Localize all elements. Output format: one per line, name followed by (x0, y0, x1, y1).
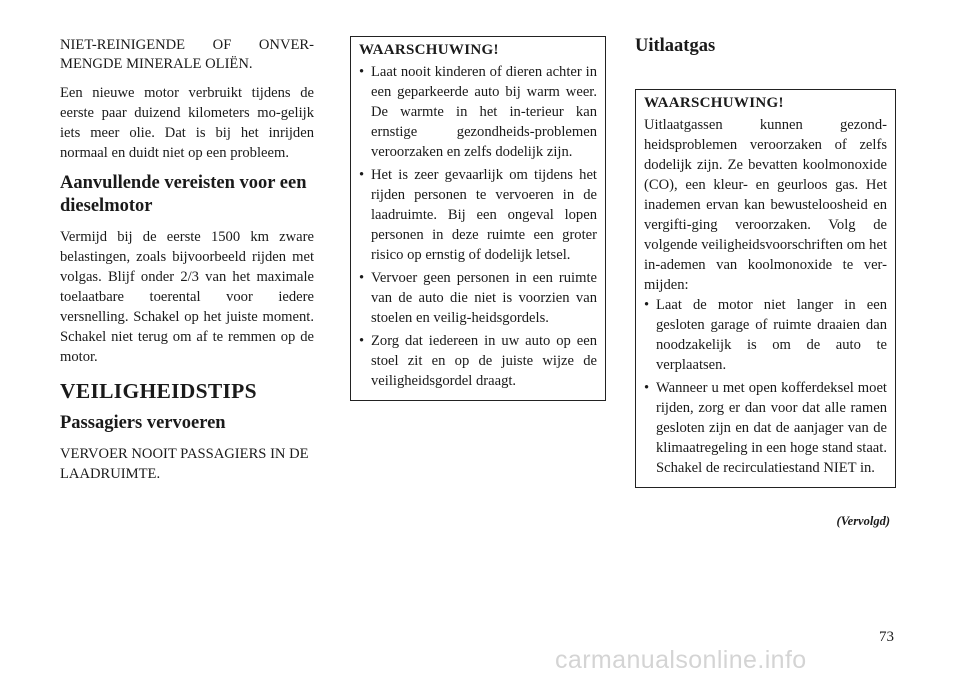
list-item: • Het is zeer gevaarlijk om tijdens het rijden personen te vervoeren in de laadruimte. Bij een ongeval lopen personen in deze ruimte een groter risico op ernstig of dodelijk letsel. (359, 167, 597, 263)
section-title: VEILIGHEIDSTIPS (60, 379, 257, 403)
oil-paragraph: Een nieuwe motor verbruikt tijdens de eerste paar duizend kilometers mo-gelijk iets meer olie. Dat is bij het inrijden normaal en duidt niet op een probleem. (60, 85, 314, 161)
list-item: • Zorg dat iedereen in uw auto op een stoel zit en op de juiste wijze de veiligheidsgordel draagt. (359, 333, 597, 389)
warning-box-passengers (350, 36, 606, 401)
middle-column (350, 36, 606, 401)
warning-list (644, 295, 887, 478)
list-item: • Laat de motor niet langer in een gesloten garage of ruimte draaien dan noodzakelijk is om de auto te verplaatsen. (644, 297, 887, 373)
warning-title: WAARSCHUWING! (644, 95, 784, 111)
warning-title: WAARSCHUWING! (359, 42, 499, 58)
bullet-icon: • (359, 64, 365, 80)
watermark: carmanualsonline.info (555, 646, 807, 674)
passengers-heading: Passagiers vervoeren (60, 413, 226, 433)
intro-text: NIET-REINIGENDE OF ONVER-MENGDE MINERALE OLIËN. (60, 37, 314, 72)
bullet-icon: • (359, 167, 365, 183)
right-column (635, 36, 896, 488)
exhaust-heading: Uitlaatgas (635, 36, 716, 56)
diesel-paragraph: Vermijd bij de eerste 1500 km zware belastingen, zoals bijvoorbeeld rijden met volgas. Blijf onder 2/3 van het maximale toelaatbare toerental voor iedere versnelling. Schakel op het juiste moment. Schakel niet terug om af te remmen op de motor. (60, 229, 314, 365)
bullet-icon: • (359, 333, 365, 349)
passengers-paragraph: VERVOER NOOIT PASSAGIERS IN DE LAADRUIMTE. (60, 446, 309, 482)
bullet-icon: • (359, 270, 365, 286)
bullet-icon: • (644, 297, 650, 313)
list-item: • Wanneer u met open kofferdeksel moet rijden, zorg er dan voor dat alle ramen gesloten zijn en dat de aanjager van de klimaatregeling in een hoge stand staat. Schakel de recirculatiestand NIET in. (644, 380, 887, 476)
continued-note: (Vervolgd) (836, 514, 890, 528)
warning-text: Uitlaatgassen kunnen gezond-heidsproblemen veroorzaken of zelfs dodelijk zijn. Ze bevatten koolmonoxide (CO), een kleur- en geurloos gas. Het inademen ervan kan bewusteloosheid en vergifti-ging veroorzaken. Volg de volgende veiligheidsvoorschriften om het in-ademen van koolmonoxide te ver-mijden: (644, 117, 887, 293)
list-item: • Vervoer geen personen in een ruimte van de auto die niet is voorzien van stoelen en veilig-heidsgordels. (359, 270, 597, 326)
warning-list (359, 62, 597, 391)
list-item: • Laat nooit kinderen of dieren achter in een geparkeerde auto bij warm weer. De warmte in het in-terieur kan ernstige gezondheids-problemen veroorzaken en zelfs dodelijk zijn. (359, 64, 597, 160)
diesel-heading: Aanvullende vereisten voor een dieselmotor (60, 173, 307, 216)
page-number: 73 (879, 629, 894, 645)
bullet-icon: • (644, 380, 650, 396)
left-column (60, 36, 314, 493)
warning-box-exhaust (635, 89, 896, 488)
